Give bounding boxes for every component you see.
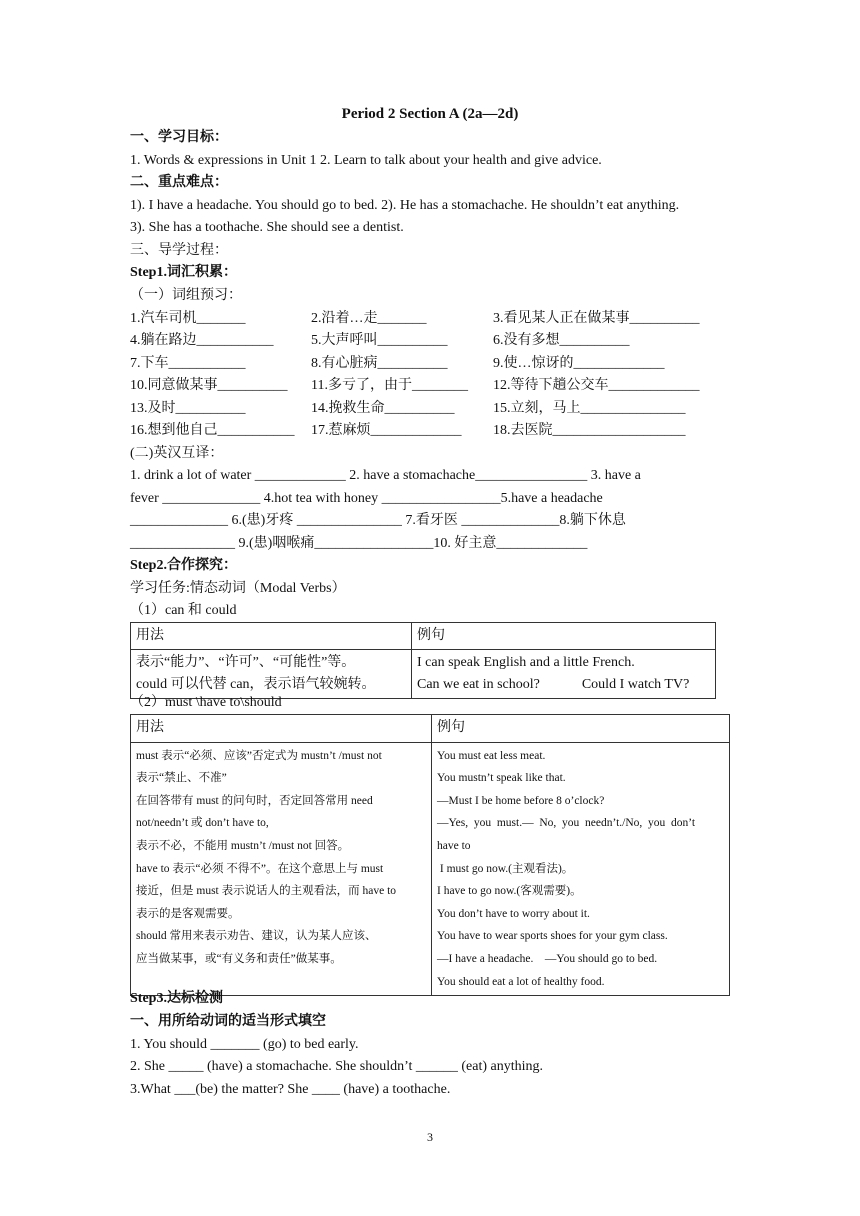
- usage-cell: [131, 650, 412, 699]
- usage-line: not/needn’t 或 don’t have to,: [136, 817, 269, 830]
- example-line: You must eat less meat.: [437, 749, 546, 762]
- phrase-item: 17.惹麻烦_____________: [311, 423, 462, 438]
- example-line: have to: [437, 839, 471, 852]
- translate-line: fever ______________ 4.hot tea with honey _________________5.have a headache: [130, 491, 603, 506]
- step1-heading: Step1.词汇积累：: [130, 265, 237, 280]
- goals-heading: 一、学习目标：: [130, 130, 228, 145]
- usage-line: 表示的是客观需要。: [136, 907, 240, 920]
- usage-line: have to 表示“必须 不得不”。在这个意思上与 must: [136, 862, 384, 875]
- usage-line: 表示“能力”、“许可”、“可能性”等。: [136, 655, 356, 670]
- usage-cell: [131, 742, 432, 996]
- example-line: —I have a headache. —You should go to bed.: [437, 952, 658, 965]
- phrase-item: 4.躺在路边___________: [130, 333, 274, 348]
- example-line: You mustn’t speak like that.: [437, 772, 566, 785]
- example-line: I can speak English and a little French.: [417, 655, 635, 670]
- example-line: I have to go now.(客观需要)。: [437, 885, 582, 898]
- usage-line: could 可以代替 can，表示语气较婉转。: [136, 677, 376, 692]
- table-header: 用法: [131, 623, 412, 650]
- step3-heading: Step3.达标检测: [130, 991, 223, 1006]
- phrase-item: 11.多亏了，由于________: [311, 378, 468, 393]
- example-cell: [412, 650, 716, 699]
- phrase-item: 14.挽救生命__________: [311, 401, 455, 416]
- example-cell: [432, 742, 730, 996]
- example-line: You should eat a lot of healthy food.: [437, 975, 605, 988]
- table-must-have-to-should: [130, 714, 730, 996]
- phrase-item: 16.想到他自己___________: [130, 423, 295, 438]
- goals-text: 1. Words & expressions in Unit 1 2. Learn to talk about your health and give advice.: [130, 153, 602, 168]
- phrase-item: 1.汽车司机_______: [130, 311, 246, 326]
- phrase-item: 3.看见某人正在做某事__________: [493, 311, 700, 326]
- table-header: 例句: [432, 715, 730, 743]
- key-heading: 二、重点难点：: [130, 175, 228, 190]
- usage-line: should 常用来表示劝告、建议，认为某人应该、: [136, 930, 377, 943]
- phrase-item: 10.同意做某事__________: [130, 378, 288, 393]
- page-number: 3: [427, 1130, 433, 1144]
- usage-line: 接近，但是 must 表示说话人的主观看法，而 have to: [136, 885, 397, 898]
- usage-line: 表示“禁止、不准”: [136, 772, 227, 785]
- example-line: You have to wear sports shoes for your gym class.: [437, 930, 668, 943]
- page-title: Period 2 Section A (2a—2d): [341, 106, 519, 122]
- phrase-item: 5.大声呼叫__________: [311, 333, 448, 348]
- phrase-item: 7.下车___________: [130, 356, 246, 371]
- example-line: I must go now.(主观看法)。: [437, 862, 574, 875]
- phrase-heading: （一）词组预习：: [130, 288, 242, 303]
- usage-line: must 表示“必须、应该”否定式为 mustn’t /must not: [136, 749, 382, 762]
- translate-line: ______________ 6.(患)牙疼 _______________ 7.看牙医 ______________8.躺下休息: [130, 513, 626, 528]
- phrase-item: 15.立刻，马上_______________: [493, 401, 686, 416]
- phrase-item: 12.等待下趟公交车_____________: [493, 378, 700, 393]
- usage-line: 表示不必，不能用 mustn’t /must not 回答。: [136, 839, 350, 852]
- exercise-item: 1. You should _______ (go) to bed early.: [130, 1037, 359, 1052]
- table-header: 用法: [131, 715, 432, 743]
- task-text: 学习任务:情态动词（Modal Verbs）: [130, 581, 346, 596]
- exercise-item: 2. She _____ (have) a stomachache. She shouldn’t ______ (eat) anything.: [130, 1059, 544, 1074]
- translate-line: 1. drink a lot of water _____________ 2. have a stomachache________________ 3. have a: [130, 468, 641, 483]
- phrase-item: 9.使…惊讶的_____________: [493, 356, 665, 371]
- phrase-item: 2.沿着…走_______: [311, 311, 427, 326]
- section1-heading: （1）can 和 could: [130, 603, 237, 618]
- exercise-item: 3.What ___(be) the matter? She ____ (have) a toothache.: [130, 1082, 451, 1097]
- key-line-1: 1). I have a headache. You should go to bed. 2). He has a stomachache. He shouldn’t eat anything.: [130, 198, 680, 213]
- table-header: 例句: [412, 623, 716, 650]
- example-line: Can we eat in school? Could I watch TV?: [417, 677, 690, 692]
- section2-heading: （2）must \have to\should: [130, 695, 282, 710]
- example-line: You don’t have to worry about it.: [437, 907, 590, 920]
- translate-line: _______________ 9.(患)咽喉痛_________________10. 好主意_____________: [130, 536, 588, 551]
- table-can-could: [130, 622, 716, 699]
- phrase-item: 6.没有多想__________: [493, 333, 630, 348]
- usage-line: 在回答带有 must 的问句时，否定回答常用 need: [136, 794, 373, 807]
- phrase-item: 18.去医院___________________: [493, 423, 686, 438]
- step2-heading: Step2.合作探究：: [130, 558, 237, 573]
- process-heading: 三、导学过程：: [130, 243, 228, 258]
- phrase-item: 8.有心脏病__________: [311, 356, 448, 371]
- example-line: —Must I be home before 8 o’clock?: [437, 794, 605, 807]
- usage-line: 应当做某事，或“有义务和责任”做某事。: [136, 952, 342, 965]
- translate-heading: (二)英汉互译：: [130, 446, 224, 461]
- phrase-item: 13.及时__________: [130, 401, 246, 416]
- key-line-2: 3). She has a toothache. She should see a dentist.: [130, 220, 404, 235]
- example-line: —Yes, you must.— No, you needn’t./No, you don’t: [437, 817, 696, 830]
- exercise-heading: 一、用所给动词的适当形式填空: [130, 1014, 326, 1029]
